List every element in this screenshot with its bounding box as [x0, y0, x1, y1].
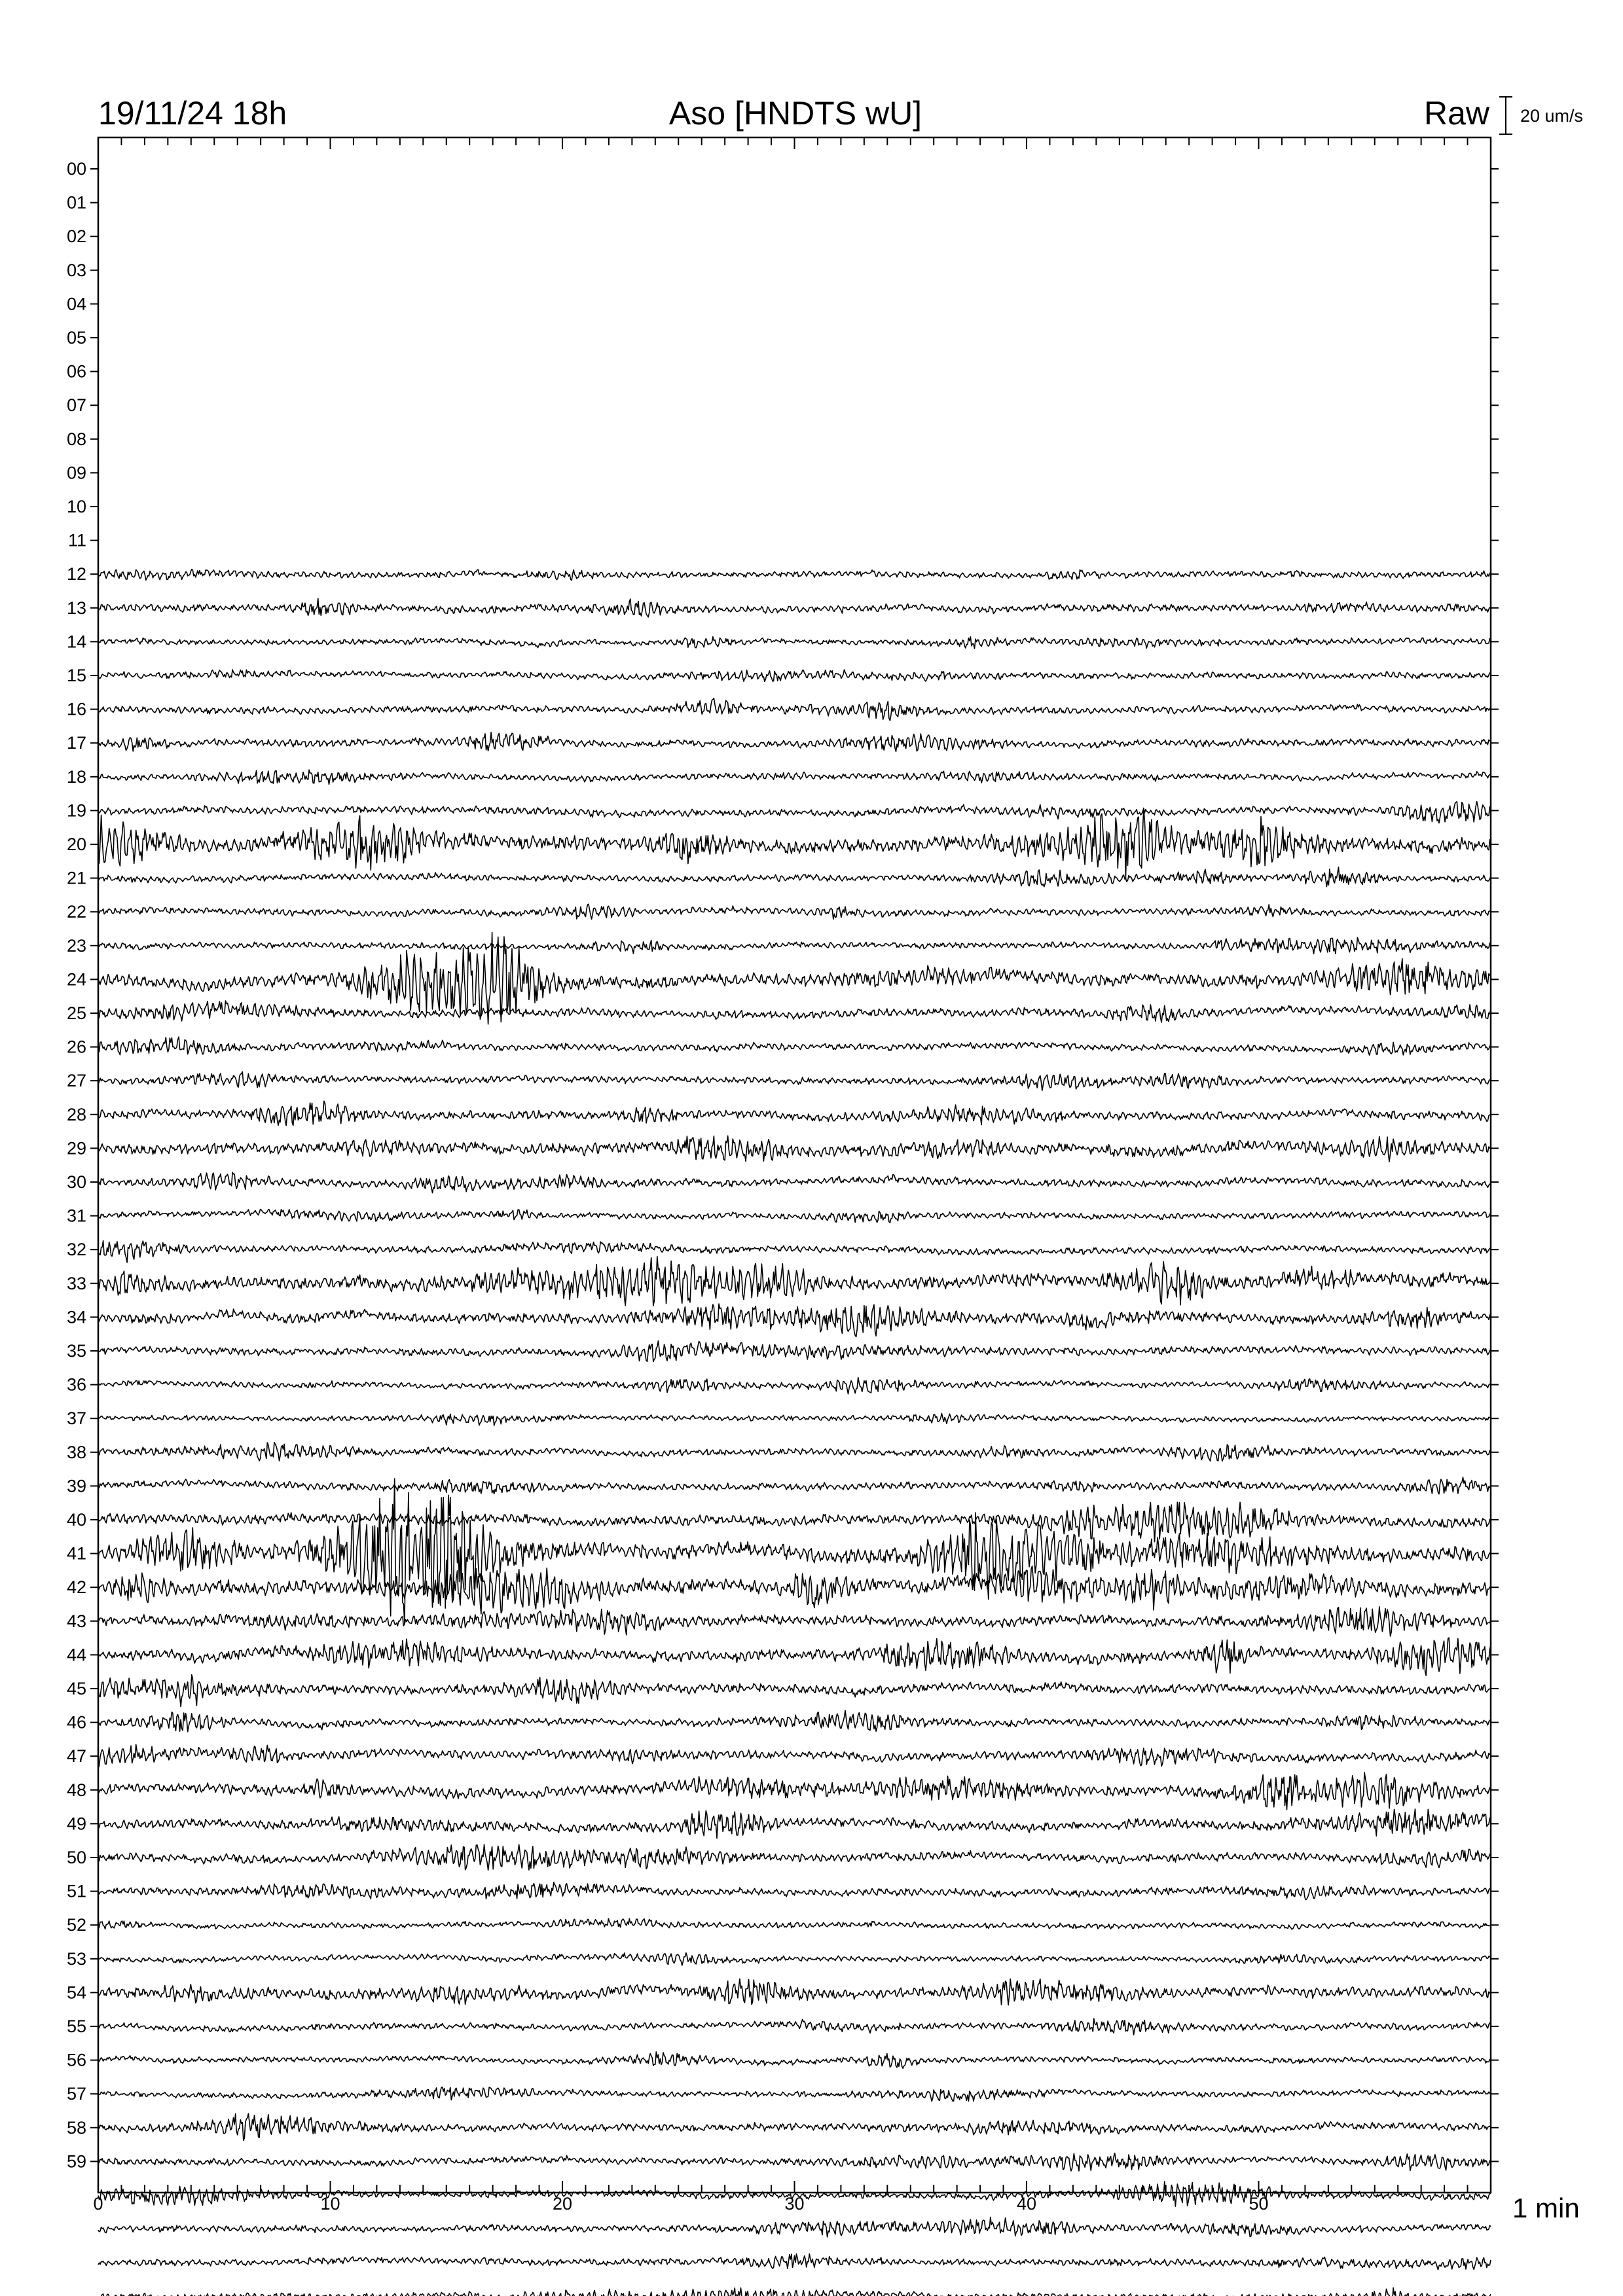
x-tick-label: 40 [1016, 2194, 1037, 2214]
row-label: 26 [66, 1037, 86, 1057]
row-label: 38 [66, 1442, 86, 1462]
mode-label: Raw [1423, 95, 1489, 132]
row-label: 12 [66, 564, 86, 584]
trace-line [98, 1882, 1491, 1900]
right-tick-marks [1491, 169, 1499, 2161]
trace-line [98, 2087, 1491, 2102]
trace-line [98, 1979, 1491, 2005]
x-unit-label: 1 min [1512, 2193, 1580, 2223]
datetime-label: 19/11/24 18h [98, 95, 287, 132]
trace-line [98, 1675, 1491, 1707]
row-label: 45 [66, 1679, 86, 1698]
trace-line [98, 2153, 1491, 2171]
trace-line [98, 1241, 1491, 1263]
trace-line [98, 1566, 1491, 1614]
row-label: 02 [66, 226, 86, 247]
row-label: 58 [66, 2117, 86, 2138]
row-label: 21 [66, 868, 86, 888]
row-label: 27 [66, 1071, 86, 1091]
x-tick-label: 0 [93, 2194, 103, 2214]
row-label: 34 [66, 1307, 86, 1327]
trace-line [98, 1772, 1491, 1810]
row-label: 03 [66, 260, 86, 280]
row-label: 42 [66, 1577, 86, 1598]
row-label: 14 [66, 632, 86, 652]
trace-line [98, 1257, 1491, 1306]
trace-line [98, 770, 1491, 784]
row-label: 10 [66, 497, 86, 516]
row-label: 30 [66, 1172, 86, 1192]
trace-line [98, 1477, 1491, 1494]
trace-line [98, 1001, 1491, 1022]
row-label: 22 [66, 902, 86, 922]
row-label: 57 [66, 2084, 86, 2104]
trace-line [98, 1413, 1491, 1426]
station-title: Aso [HNDTS wU] [668, 95, 922, 132]
plot-frame [98, 137, 1491, 2193]
trace-line [98, 1744, 1491, 1768]
row-label: 54 [66, 1982, 86, 2003]
trace-line [98, 1172, 1491, 1193]
trace-line [98, 802, 1491, 823]
trace-line [98, 1607, 1491, 1636]
trace-line [98, 2052, 1491, 2068]
row-label: 24 [66, 969, 86, 990]
row-label: 32 [66, 1240, 86, 1260]
trace-line [98, 1479, 1491, 1624]
row-label: 13 [66, 598, 86, 618]
row-label: 35 [66, 1341, 86, 1361]
row-label: 31 [66, 1206, 86, 1226]
row-label: 36 [66, 1374, 86, 1395]
trace-line [98, 1918, 1491, 1929]
minute-axis [93, 2181, 1491, 2214]
trace-line [98, 1341, 1491, 1362]
row-axis [67, 159, 98, 2171]
row-label: 29 [66, 1138, 86, 1158]
trace-line [98, 867, 1491, 887]
row-label: 50 [66, 1848, 86, 1867]
x-tick-label: 20 [552, 2194, 573, 2214]
trace-line [98, 1210, 1491, 1223]
row-label: 55 [66, 2017, 86, 2036]
row-label: 17 [66, 733, 86, 753]
scale-label: 20 um/s [1520, 106, 1584, 126]
trace-line [98, 732, 1491, 751]
x-tick-label: 30 [784, 2194, 805, 2214]
trace-line [98, 1844, 1491, 1870]
row-label: 46 [66, 1712, 86, 1732]
row-label: 11 [67, 530, 86, 550]
trace-line [98, 1953, 1491, 1965]
trace-line [98, 1136, 1491, 1162]
row-label: 28 [66, 1104, 86, 1124]
row-label: 05 [66, 328, 86, 348]
row-label: 19 [66, 800, 86, 821]
seismogram-traces [98, 569, 1491, 2296]
trace-line [98, 698, 1491, 721]
trace-line [98, 1443, 1491, 1462]
trace-line [98, 1378, 1491, 1394]
row-label: 39 [66, 1476, 86, 1496]
row-label: 33 [66, 1273, 86, 1293]
trace-line [98, 1072, 1491, 1091]
trace-line [98, 598, 1491, 617]
top-tick-marks [98, 137, 1491, 149]
row-label: 56 [66, 2050, 86, 2070]
row-label: 44 [66, 1645, 86, 1665]
row-label: 51 [66, 1881, 86, 1901]
row-label: 20 [66, 834, 86, 854]
row-label: 59 [66, 2151, 86, 2172]
trace-line [98, 937, 1491, 954]
trace-line [98, 1809, 1491, 1839]
row-label: 43 [66, 1611, 86, 1631]
row-label: 08 [66, 429, 86, 449]
row-label: 52 [66, 1915, 86, 1935]
row-label: 25 [66, 1003, 86, 1023]
row-label: 47 [66, 1746, 86, 1767]
trace-line [98, 1304, 1491, 1336]
trace-line [98, 1710, 1491, 1732]
row-label: 41 [66, 1543, 86, 1564]
trace-line [98, 2018, 1491, 2035]
row-label: 07 [66, 395, 86, 416]
row-label: 40 [66, 1510, 86, 1530]
trace-line [98, 808, 1491, 879]
trace-line [98, 1101, 1491, 1125]
trace-line [98, 569, 1491, 581]
row-label: 01 [66, 192, 86, 213]
trace-line [98, 2254, 1491, 2270]
row-label: 53 [66, 1948, 86, 1969]
row-label: 06 [66, 361, 86, 382]
row-label: 16 [66, 699, 86, 719]
amplitude-scale-bar [1499, 97, 1583, 134]
trace-line [98, 1037, 1491, 1055]
row-label: 23 [66, 935, 86, 956]
row-label: 49 [66, 1814, 86, 1834]
x-tick-label: 10 [320, 2194, 340, 2214]
row-label: 15 [66, 666, 86, 685]
row-label: 00 [66, 159, 86, 179]
trace-line [98, 1638, 1491, 1676]
row-label: 48 [66, 1780, 86, 1800]
row-label: 04 [66, 294, 86, 314]
trace-line [98, 2113, 1491, 2140]
row-label: 37 [66, 1408, 86, 1429]
x-tick-label: 50 [1249, 2194, 1269, 2214]
trace-line [98, 670, 1491, 681]
trace-line [98, 1502, 1491, 1542]
row-label: 09 [66, 463, 86, 483]
trace-line [98, 2217, 1491, 2237]
trace-line [98, 637, 1491, 649]
trace-line [98, 904, 1491, 919]
row-label: 18 [66, 766, 86, 787]
trace-line [98, 2287, 1491, 2296]
